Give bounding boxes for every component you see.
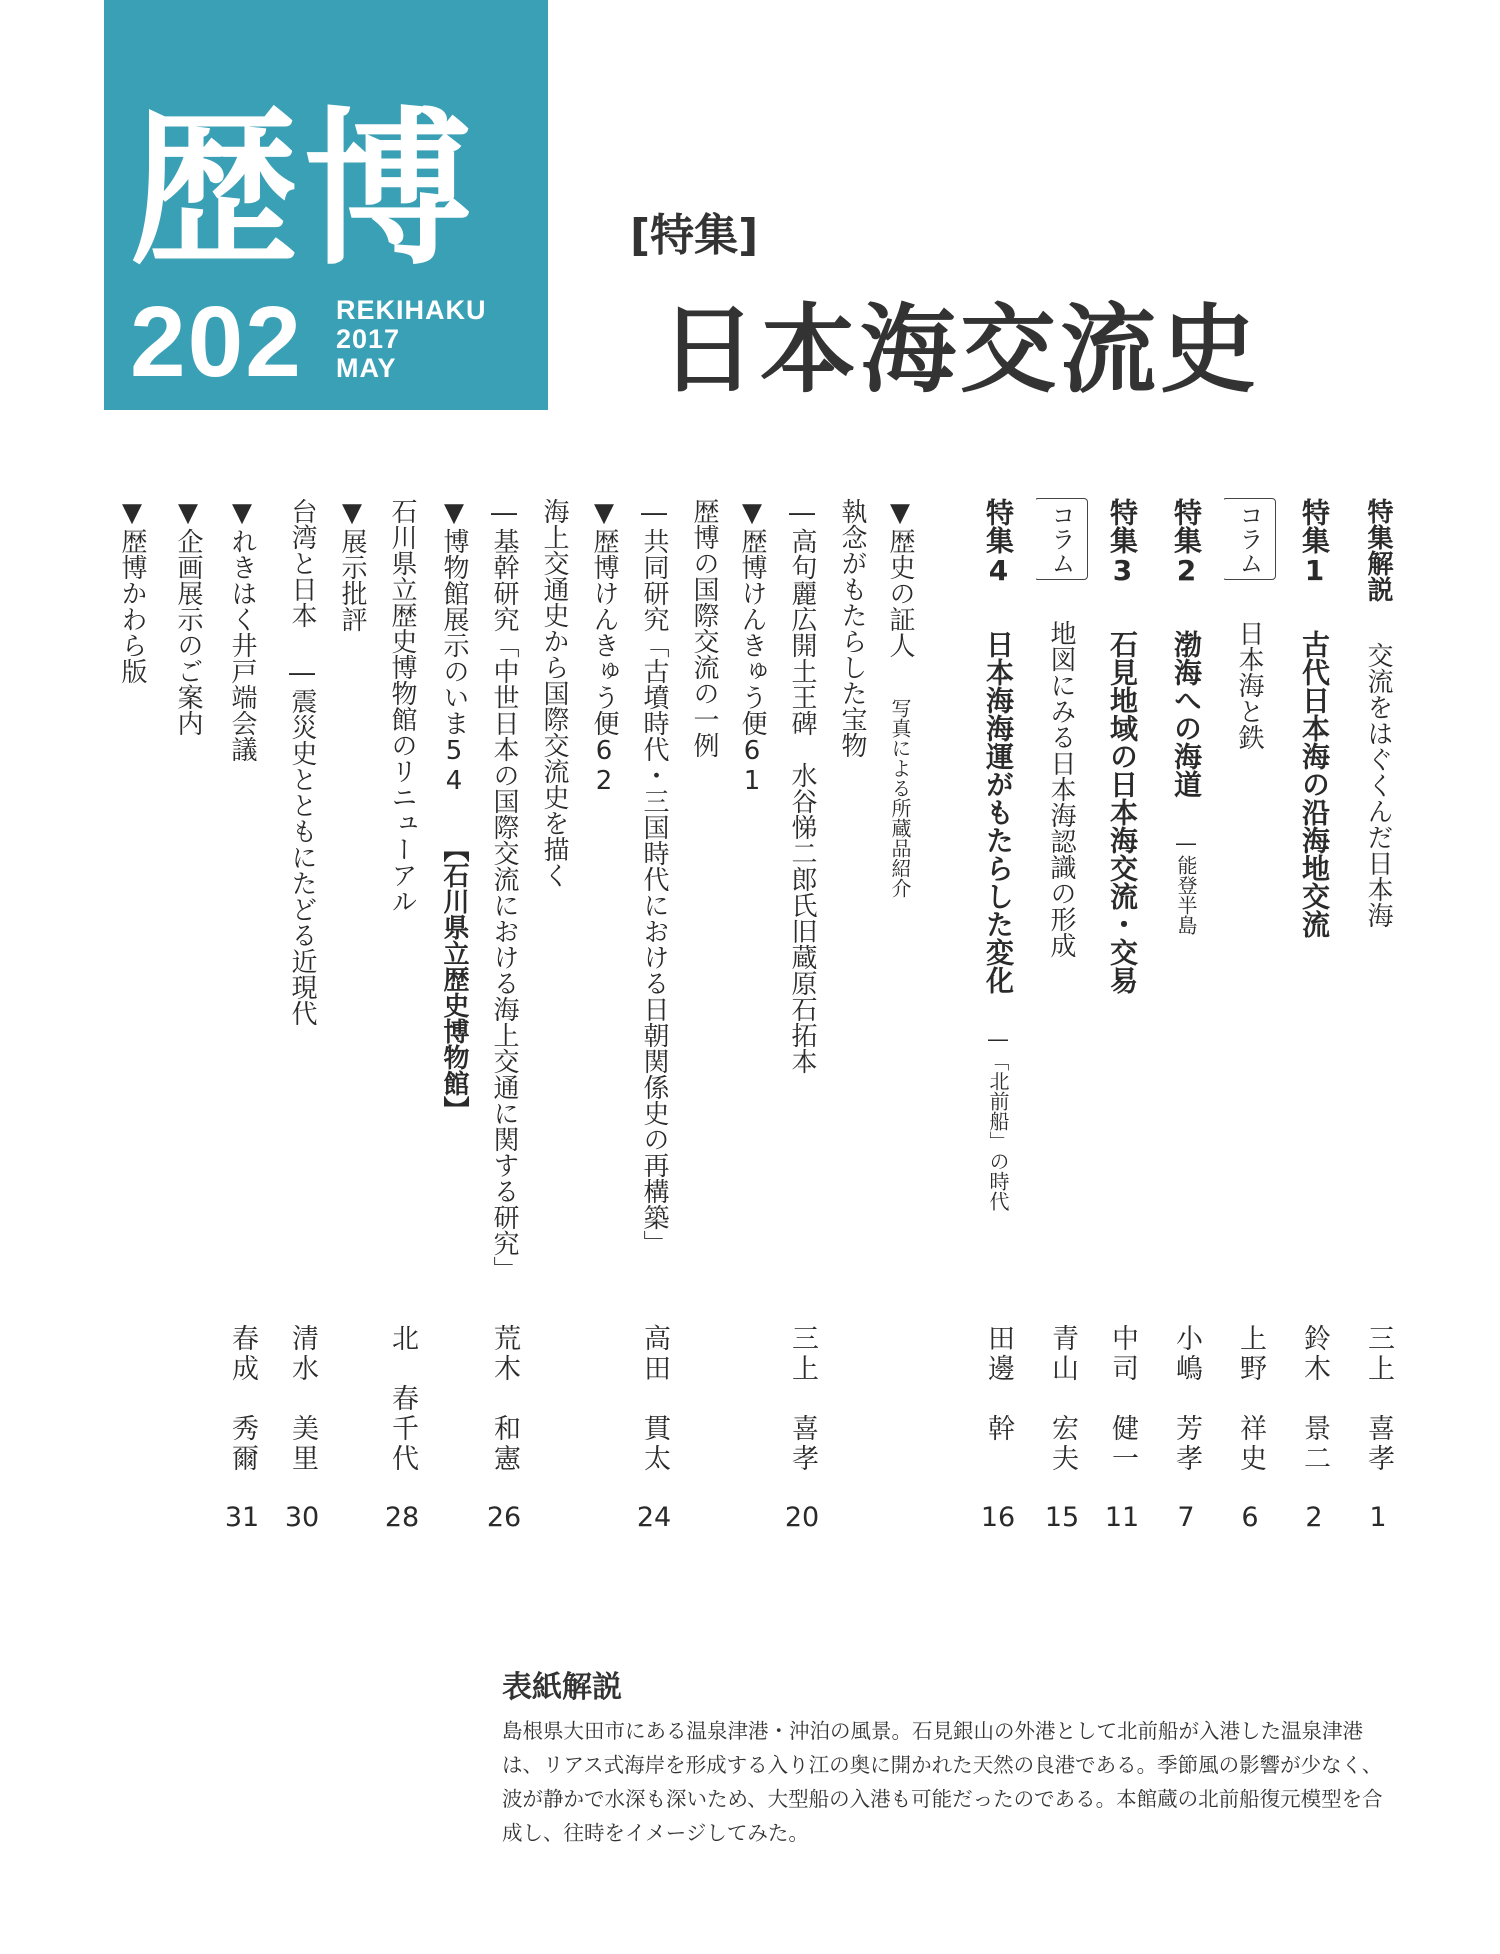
toc-author: 三上 喜孝 (787, 1324, 818, 1474)
logo-month: MAY (336, 353, 397, 383)
logo-brand: REKIHAKU (336, 295, 487, 325)
toc-author: 中司 健一 (1107, 1324, 1138, 1474)
toc-entry[interactable] (628, 498, 680, 1558)
toc-title: ―共同研究「古墳時代・三国時代における日朝関係史の再構築」 (639, 498, 669, 1256)
toc-entry[interactable] (162, 498, 214, 1558)
toc-entry[interactable] (826, 498, 878, 1558)
toc-column-label: コラム (1224, 498, 1276, 580)
toc-title: 日本海と鉄 (1234, 620, 1264, 750)
toc-page: 11 (1104, 1502, 1140, 1533)
toc-page: 30 (284, 1502, 320, 1533)
toc-entry[interactable] (326, 498, 378, 1558)
toc-entry[interactable] (678, 498, 730, 1558)
toc-author: 鈴木 景二 (1299, 1324, 1330, 1474)
toc-title: 交流をはぐくんだ日本海 (1363, 642, 1393, 928)
toc-author: 荒木 和憲 (489, 1324, 520, 1474)
toc-author: 青山 宏夫 (1047, 1324, 1078, 1474)
issue-number: 202 (130, 286, 303, 398)
toc-entry[interactable] (972, 498, 1024, 1558)
logo-kanji: 歴博 (130, 92, 478, 288)
toc-entry[interactable] (726, 498, 778, 1558)
toc-author: 田邊 幹 (983, 1324, 1014, 1444)
toc-title: 海上交通史から国際交流史を描く (539, 498, 569, 888)
toc-entry[interactable] (776, 498, 828, 1558)
toc-author: 北 春千代 (387, 1324, 418, 1474)
toc-title: 地図にみる日本海認識の形成 (1046, 620, 1076, 958)
toc-title: ―基幹研究「中世日本の国際交流における海上交通に関する研究」 (489, 498, 519, 1282)
toc-page: 20 (784, 1502, 820, 1533)
toc-title: 歴博の国際交流の一例 (689, 498, 719, 758)
toc-section: ▼歴博けんきゅう便61 (737, 498, 767, 796)
toc-title: 石川県立歴史博物館のリニューアル (387, 498, 417, 914)
feature-title: 日本海交流史 (660, 293, 1260, 406)
cover-description-heading: 表紙解説 (502, 1670, 622, 1705)
toc-title: 【石川県立歴史博物館】 (439, 836, 469, 1122)
toc-entry[interactable] (106, 498, 158, 1558)
toc-section: 特集4 (982, 498, 1015, 587)
toc-page: 16 (980, 1502, 1016, 1533)
feature-label: [特集] (630, 210, 759, 261)
toc-column-label: コラム (1036, 498, 1088, 580)
toc-author: 三上 喜孝 (1363, 1324, 1394, 1474)
toc-page: 28 (384, 1502, 420, 1533)
toc-section: ▼展示批評 (337, 498, 367, 632)
toc-author: 小嶋 芳孝 (1171, 1324, 1202, 1474)
toc-entry[interactable] (1288, 498, 1340, 1558)
toc-title: 石見地域の日本海交流・交易 (1106, 630, 1139, 994)
toc-section: ▼博物館展示のいま54 (439, 498, 469, 796)
magazine-logo (104, 0, 548, 410)
toc-subtitle: ―能登半島 (1174, 831, 1198, 935)
toc-entry[interactable] (1352, 498, 1404, 1558)
toc-entry[interactable] (578, 498, 630, 1558)
toc-subtitle: ―震災史とともにたどる近現代 (287, 658, 317, 1026)
toc-entry[interactable] (1160, 498, 1212, 1558)
toc-page: 2 (1305, 1502, 1323, 1533)
toc-page: 6 (1241, 1502, 1259, 1533)
toc-section: ▼れきはく井戸端会議 (227, 498, 257, 762)
logo-brand-block (336, 296, 487, 383)
toc-entry[interactable] (276, 498, 328, 1558)
toc-title: 渤海への海道 (1170, 630, 1203, 798)
toc-entry[interactable] (478, 498, 530, 1558)
toc-title: ―高句麗広開土王碑 水谷悌二郎氏旧蔵原石拓本 (787, 498, 817, 1074)
toc-page: 26 (486, 1502, 522, 1533)
toc-title: 執念がもたらした宝物 (837, 498, 867, 758)
toc-title: 古代日本海の沿海地交流 (1298, 630, 1331, 938)
toc-author: 清水 美里 (287, 1324, 318, 1474)
toc-page: 7 (1177, 1502, 1195, 1533)
toc-entry[interactable] (874, 498, 926, 1558)
toc-subtitle: ―「北前船」の時代 (986, 1027, 1010, 1211)
toc-author: 上野 祥史 (1235, 1324, 1266, 1474)
toc-author: 春成 秀爾 (227, 1324, 258, 1474)
toc-entry[interactable] (216, 498, 268, 1558)
toc-page: 1 (1369, 1502, 1387, 1533)
toc-entry[interactable] (1096, 498, 1148, 1558)
toc-section: 特集2 (1170, 498, 1203, 587)
cover-description-body: 島根県大田市にある温泉津港・沖泊の風景。石見銀山の外港として北前船が入港した温泉津港は、リアス式海岸を形成する入り江の奥に開かれた天然の良港である。季節風の影響が少なく、波が静かで水深も深いため、大型船の入港も可能だったのである。本館蔵の北前船復元模型を合成し、往時をイメージしてみた。 (502, 1719, 1383, 1845)
toc-section: 特集3 (1106, 498, 1139, 587)
toc-section: ▼歴史の証人 (885, 498, 915, 658)
toc-title: 日本海海運がもたらした変化 (982, 630, 1015, 994)
toc-section: ▼歴博かわら版 (117, 498, 147, 684)
logo-year: 2017 (336, 324, 401, 354)
toc-section: ▼企画展示のご案内 (173, 498, 203, 736)
toc-entry[interactable] (528, 498, 580, 1558)
toc-author: 高田 貫太 (639, 1324, 670, 1474)
toc-section: 特集1 (1298, 498, 1331, 587)
toc-page: 15 (1044, 1502, 1080, 1533)
toc-title: 台湾と日本 (287, 498, 317, 628)
toc-page: 24 (636, 1502, 672, 1533)
toc-section: ▼歴博けんきゅう便62 (589, 498, 619, 796)
toc-entry[interactable] (1036, 498, 1088, 1558)
toc-entry[interactable] (428, 498, 480, 1558)
toc-entry[interactable] (376, 498, 428, 1558)
toc-subtitle: 写真による所蔵品紹介 (888, 698, 912, 898)
toc-entry[interactable] (1224, 498, 1276, 1558)
toc-section: 特集解説 (1363, 498, 1393, 602)
toc-page: 31 (224, 1502, 260, 1533)
